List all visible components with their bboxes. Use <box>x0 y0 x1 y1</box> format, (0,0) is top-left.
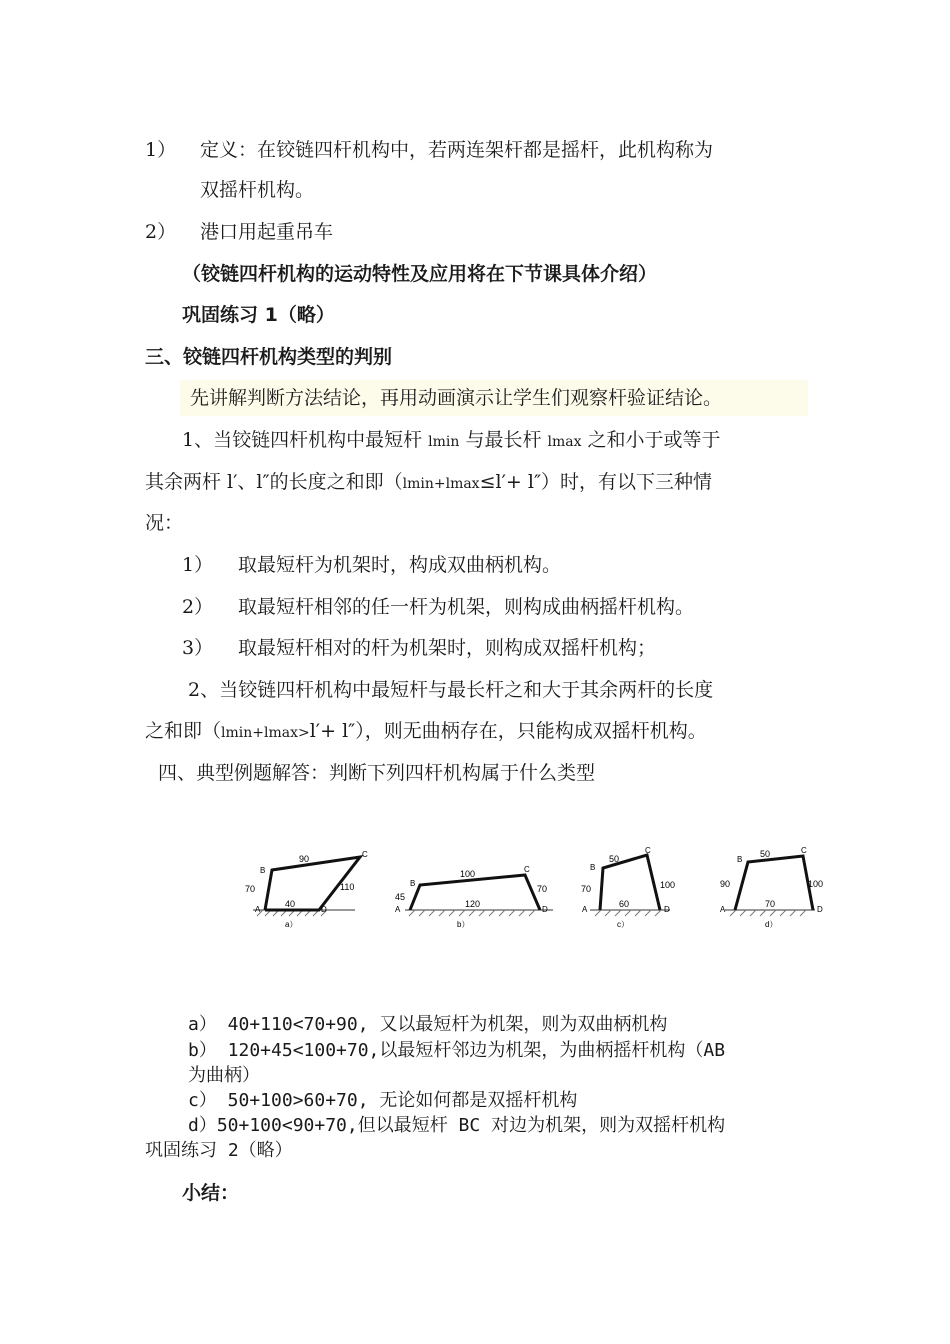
cond1-formula: lmin+lmax <box>402 476 480 492</box>
point-d: D <box>817 905 823 914</box>
four-bar-linkage-figures <box>235 840 835 940</box>
practice-2: 巩固练习 2（略） <box>145 1140 293 1161</box>
item-1-continuation: 双摇杆机构。 <box>200 179 315 201</box>
point-a: A <box>582 905 588 914</box>
point-d: D <box>321 905 327 914</box>
len-ab: 70 <box>245 884 256 894</box>
len-ad: 120 <box>465 899 481 909</box>
cond2-formula: lmin+lmax> <box>221 725 310 741</box>
len-bc: 100 <box>460 869 476 879</box>
caption-c: c） <box>617 920 629 929</box>
point-b: B <box>737 855 743 864</box>
point-c: C <box>645 846 651 855</box>
len-bc: 50 <box>760 849 771 859</box>
len-cd: 100 <box>660 880 676 890</box>
ground-hatch <box>595 910 661 916</box>
item-1-definition: 定义：在铰链四杆机构中，若两连架杆都是摇杆，此机构称为 <box>200 139 714 161</box>
answer-b: b） 120+45<100+70,以最短杆邻边为机架，为曲柄摇杆机构（AB <box>188 1040 726 1061</box>
len-ad: 70 <box>765 899 776 909</box>
point-c: C <box>524 865 530 874</box>
condition-2-line-1: 2、当铰链四杆机构中最短杆与最长杆之和大于其余两杆的长度 <box>188 679 714 701</box>
len-bc: 90 <box>299 854 310 864</box>
point-b: B <box>260 866 266 875</box>
cond1-line2-a: 其余两杆 l′、l″的长度之和即（ <box>145 471 403 493</box>
caption-a: a） <box>285 920 298 929</box>
figure-b <box>395 865 553 929</box>
len-ab: 70 <box>581 884 592 894</box>
point-b: B <box>410 879 416 888</box>
condition-1-line-1 <box>182 427 721 455</box>
note-text: （铰链四杆机构的运动特性及应用将在下节课具体介绍） <box>182 263 658 285</box>
point-d: D <box>542 905 548 914</box>
item-1-number: 1） <box>145 139 177 161</box>
cond1-lmin: lmin <box>428 434 460 450</box>
caption-b: b） <box>457 920 470 929</box>
cond1-line2-b: ≤l′+ l″）时，有以下三种情 <box>479 471 713 493</box>
len-ad: 60 <box>619 899 630 909</box>
len-ab: 45 <box>395 892 406 902</box>
point-a: A <box>255 905 261 914</box>
section-3-heading: 三、铰链四杆机构类型的判别 <box>145 346 393 368</box>
case-2-text: 取最短杆相邻的任一杆为机架，则构成曲柄摇杆机构。 <box>238 596 695 618</box>
answer-c: c） 50+100>60+70, 无论如何都是双摇杆机构 <box>188 1090 578 1111</box>
condition-2-line-2 <box>145 718 707 746</box>
case-3-text: 取最短杆相对的杆为机架时，则构成双摇杆机构； <box>238 637 657 659</box>
point-a: A <box>720 905 726 914</box>
cond1-text-b: 与最长杆 <box>465 429 542 451</box>
answer-a: a） 40+110<70+90, 又以最短杆为机架，则为双曲柄机构 <box>188 1014 668 1035</box>
len-cd: 100 <box>808 879 824 889</box>
figure-a <box>245 850 368 929</box>
len-bc: 50 <box>609 854 620 864</box>
point-d: D <box>664 905 670 914</box>
summary-heading: 小结： <box>182 1182 240 1204</box>
section-4-heading: 四、典型例题解答：判断下列四杆机构属于什么类型 <box>158 762 596 784</box>
section-3-intro: 先讲解判断方法结论，再用动画演示让学生们观察杆验证结论。 <box>190 387 723 409</box>
cond1-text-a: 1、当铰链四杆机构中最短杆 <box>182 429 423 451</box>
condition-1-line-2 <box>145 469 712 497</box>
point-c: C <box>362 850 368 859</box>
practice-1: 巩固练习 1（略） <box>182 304 335 326</box>
figure-c <box>581 846 675 929</box>
answer-b-continuation: 为曲柄） <box>188 1065 260 1086</box>
case-1-number: 1） <box>182 554 214 576</box>
ground-hatch <box>730 910 806 916</box>
answer-d: d）50+100<90+70,但以最短杆 BC 对边为机架，则为双摇杆机构 <box>188 1115 726 1136</box>
cond2-line2-a: 之和即（ <box>145 720 222 742</box>
case-2-number: 2） <box>182 596 214 618</box>
ground-hatch <box>409 910 535 916</box>
figure-d <box>720 846 823 929</box>
point-c: C <box>801 846 807 855</box>
len-ad: 40 <box>285 899 296 909</box>
cond1-text-c: 之和小于或等于 <box>587 429 721 451</box>
case-3-number: 3） <box>182 637 214 659</box>
len-cd: 70 <box>537 884 548 894</box>
case-1-text: 取最短杆为机架时，构成双曲柄机构。 <box>238 554 562 576</box>
condition-1-line-3: 况： <box>145 512 184 534</box>
point-a: A <box>395 905 401 914</box>
item-2-number: 2） <box>145 221 177 243</box>
cond1-lmax: lmax <box>547 434 582 450</box>
item-2-text: 港口用起重吊车 <box>200 221 334 243</box>
len-ab: 90 <box>720 879 731 889</box>
caption-d: d） <box>765 920 778 929</box>
cond2-line2-b: l′+ l″），则无曲柄存在，只能构成双摇杆机构。 <box>309 720 707 742</box>
len-cd: 110 <box>340 882 355 892</box>
point-b: B <box>590 863 596 872</box>
